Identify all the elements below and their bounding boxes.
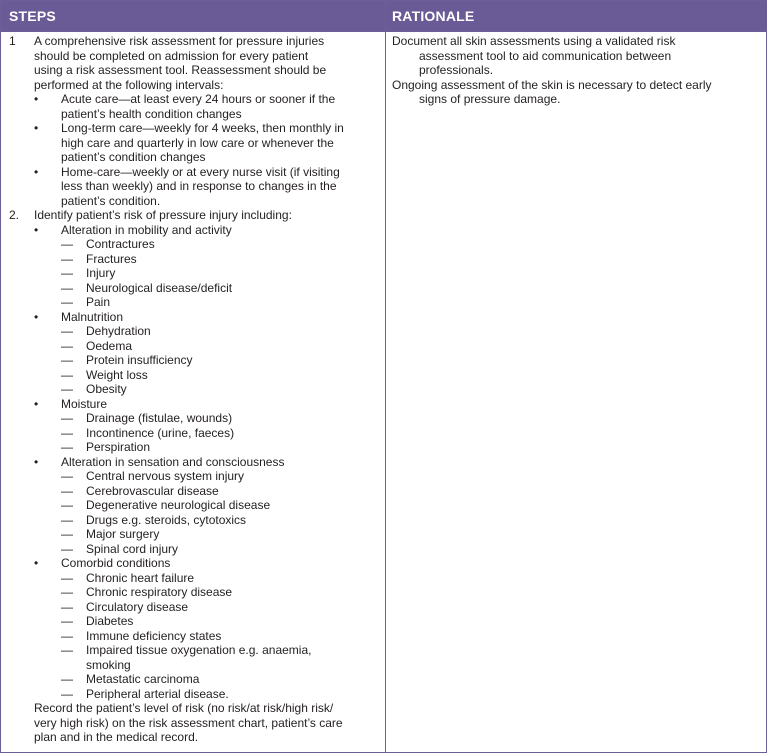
group-title: Moisture xyxy=(61,396,108,411)
dash-item xyxy=(9,614,379,629)
step-text: A comprehensive risk assessment for pressure injuries xyxy=(34,34,325,48)
record-text: very high risk) on the risk assessment chart, patient’s care xyxy=(34,715,343,730)
dash-text: Chronic respiratory disease xyxy=(86,585,233,599)
step2-line xyxy=(9,208,379,223)
dash-icon: — xyxy=(61,686,73,701)
bullet-text: Home-care—weekly or at every nurse visit (if visiting xyxy=(61,164,340,179)
dash-icon: — xyxy=(61,367,73,382)
bullet-icon: • xyxy=(34,222,39,237)
column-divider xyxy=(385,1,386,753)
dash-text: Spinal cord injury xyxy=(86,541,179,556)
dash-icon: — xyxy=(61,251,73,266)
bullet-line xyxy=(9,92,379,107)
rationale-line: Document all skin assessments using a validated risk xyxy=(392,34,676,48)
group-title: Alteration in sensation and consciousness xyxy=(61,454,285,469)
group-title: Malnutrition xyxy=(61,309,124,324)
dash-icon: — xyxy=(61,570,73,585)
dash-icon: — xyxy=(61,295,73,309)
dash-item xyxy=(9,585,379,600)
dash-item xyxy=(9,527,379,542)
dash-icon: — xyxy=(61,353,73,367)
dash-item xyxy=(9,324,379,339)
record-line xyxy=(9,701,379,716)
record-line xyxy=(9,730,379,745)
dash-text: Oedema xyxy=(86,338,133,353)
dash-item xyxy=(9,252,379,267)
dash-item xyxy=(9,440,379,455)
dash-item xyxy=(9,469,379,484)
dash-icon: — xyxy=(61,483,73,498)
step-text: Identify patient’s risk of pressure injury including: xyxy=(34,208,292,222)
dash-icon: — xyxy=(61,672,73,686)
steps-column xyxy=(9,34,379,745)
dash-text: Diabetes xyxy=(86,614,134,628)
dash-item xyxy=(9,281,379,296)
dash-text: Circulatory disease xyxy=(86,599,189,614)
bullet-line xyxy=(9,136,379,151)
record-text: Record the patient’s level of risk (no risk/at risk/high risk/ xyxy=(34,701,334,715)
group-title: Comorbid conditions xyxy=(61,556,171,570)
bullet-icon: • xyxy=(34,164,39,179)
dash-text: Drainage (fistulae, wounds) xyxy=(86,411,233,425)
step-number: 1 xyxy=(9,34,16,48)
step1-line xyxy=(9,49,379,64)
dash-item xyxy=(9,266,379,281)
dash-icon: — xyxy=(61,585,73,599)
dash-icon: — xyxy=(61,324,73,338)
dash-text: Chronic heart failure xyxy=(86,570,195,585)
dash-item xyxy=(9,498,379,513)
dash-item xyxy=(9,382,379,397)
dash-text: Peripheral arterial disease. xyxy=(86,686,229,701)
dash-text: Obesity xyxy=(86,382,127,396)
step-text: should be completed on admission for every patient xyxy=(34,48,309,63)
step1-line xyxy=(9,78,379,93)
dash-icon: — xyxy=(61,440,73,454)
bullet-icon: • xyxy=(34,309,39,324)
step-text: using a risk assessment tool. Reassessment should be xyxy=(34,63,327,77)
dash-text: Cerebrovascular disease xyxy=(86,483,219,498)
dash-text: Major surgery xyxy=(86,527,160,541)
dash-text: Impaired tissue oxygenation e.g. anaemia, xyxy=(86,643,312,657)
bullet-icon: • xyxy=(34,121,39,135)
dash-icon: — xyxy=(61,266,73,280)
steps-heading: STEPS xyxy=(9,8,56,24)
dash-text: Protein insufficiency xyxy=(86,353,193,367)
dash-text: Metastatic carcinoma xyxy=(86,672,200,686)
dash-icon: — xyxy=(61,237,73,251)
dash-item xyxy=(9,571,379,586)
dash-item xyxy=(9,672,379,687)
dash-icon: — xyxy=(61,338,73,353)
dash-icon: — xyxy=(61,527,73,541)
rationale-line: professionals. xyxy=(419,63,494,77)
dash-text: Injury xyxy=(86,266,116,280)
dash-text: Degenerative neurological disease xyxy=(86,498,271,512)
dash-text: Fractures xyxy=(86,251,137,266)
dash-item xyxy=(9,643,379,658)
dash-text: Weight loss xyxy=(86,367,148,382)
dash-item xyxy=(9,658,379,673)
step-text: performed at the following intervals: xyxy=(34,77,224,92)
dash-icon: — xyxy=(61,382,73,396)
rationale-heading: RATIONALE xyxy=(392,8,475,24)
dash-icon: — xyxy=(61,599,73,614)
dash-icon: — xyxy=(61,541,73,556)
rationale-column xyxy=(392,34,762,107)
dash-icon: — xyxy=(61,643,73,657)
bullet-icon: • xyxy=(34,92,39,106)
bullet-text: Long-term care—weekly for 4 weeks, then monthly in xyxy=(61,121,344,135)
dash-text: Dehydration xyxy=(86,324,151,338)
dash-icon: — xyxy=(61,512,73,527)
dash-item xyxy=(9,629,379,644)
group-line xyxy=(9,223,379,238)
group-title: Alteration in mobility and activity xyxy=(61,222,232,237)
dash-text: Neurological disease/deficit xyxy=(86,280,233,295)
bullet-text: less than weekly) and in response to changes in the xyxy=(61,179,337,193)
group-line xyxy=(9,556,379,571)
bullet-icon: • xyxy=(34,396,39,411)
dash-text: Contractures xyxy=(86,237,155,251)
record-line xyxy=(9,716,379,731)
dash-text: Drugs e.g. steroids, cytotoxics xyxy=(86,512,247,527)
dash-icon: — xyxy=(61,614,73,628)
bullet-line xyxy=(9,165,379,180)
step-number: 2. xyxy=(9,208,20,222)
dash-icon: — xyxy=(61,469,73,483)
step1-line xyxy=(9,34,379,49)
record-text: plan and in the medical record. xyxy=(34,730,199,744)
dash-icon: — xyxy=(61,280,73,295)
bullet-line xyxy=(9,121,379,136)
dash-icon: — xyxy=(61,498,73,512)
group-line xyxy=(9,310,379,325)
bullet-line xyxy=(9,107,379,122)
dash-item xyxy=(9,353,379,368)
dash-text: Pain xyxy=(86,295,111,309)
dash-item xyxy=(9,484,379,499)
group-line xyxy=(9,455,379,470)
dash-item xyxy=(9,687,379,702)
table-header xyxy=(1,1,767,31)
bullet-line xyxy=(9,150,379,165)
dash-item xyxy=(9,542,379,557)
bullet-line xyxy=(9,179,379,194)
dash-item xyxy=(9,368,379,383)
group-line xyxy=(9,397,379,412)
dash-item xyxy=(9,513,379,528)
dash-icon: — xyxy=(61,425,73,440)
dash-icon: — xyxy=(61,628,73,643)
dash-item xyxy=(9,426,379,441)
dash-item xyxy=(9,295,379,310)
dash-item xyxy=(9,411,379,426)
dash-text: Perspiration xyxy=(86,440,151,454)
dash-item xyxy=(9,237,379,252)
rationale-line: assessment tool to aid communication between xyxy=(419,48,672,63)
rationale-line: Ongoing assessment of the skin is necessary to detect early xyxy=(392,77,712,92)
bullet-text: patient’s health condition changes xyxy=(61,106,242,121)
dash-text: Central nervous system injury xyxy=(86,469,245,483)
header-separator xyxy=(1,31,767,32)
dash-icon: — xyxy=(61,411,73,425)
rationale-line: signs of pressure damage. xyxy=(419,92,561,106)
bullet-text: patient’s condition changes xyxy=(61,150,206,164)
dash-text: Immune deficiency states xyxy=(86,628,222,643)
dash-item xyxy=(9,600,379,615)
bullet-text: patient’s condition. xyxy=(61,193,161,208)
bullet-icon: • xyxy=(34,556,39,570)
step1-line xyxy=(9,63,379,78)
bullet-line xyxy=(9,194,379,209)
dash-text: Incontinence (urine, faeces) xyxy=(86,425,235,440)
bullet-text: high care and quarterly in low care or whenever the xyxy=(61,135,334,150)
dash-item xyxy=(9,339,379,354)
dash-text: smoking xyxy=(86,657,131,672)
bullet-text: Acute care—at least every 24 hours or sooner if the xyxy=(61,92,336,106)
bullet-icon: • xyxy=(34,454,39,469)
